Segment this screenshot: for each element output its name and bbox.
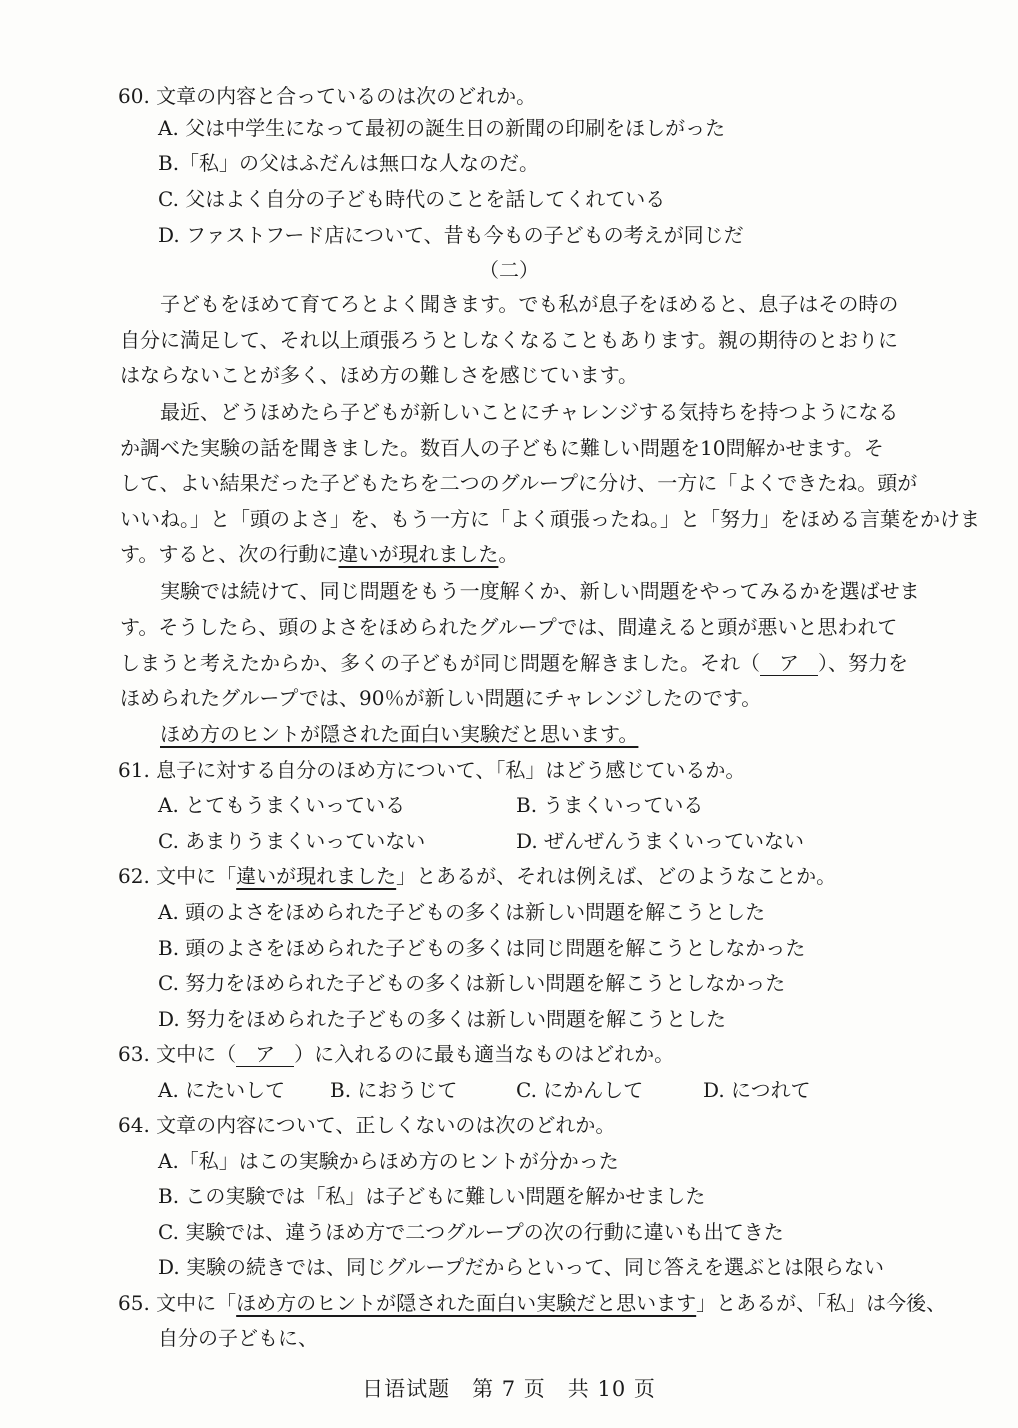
page-footer: 日语试题 第 7 页 共 10 页 [362, 1377, 656, 1401]
passage-text: ）、努力を [818, 651, 908, 675]
q64-option-b: B. この実験では「私」は子どもに難しい問題を解かせました [158, 1184, 706, 1208]
q64-option-d: D. 実験の続きでは、同じグループだからといって、同じ答えを選ぶとは限らない [158, 1255, 885, 1279]
q63-option-d: D. につれて [703, 1078, 811, 1102]
underlined-sentence: ほめ方のヒントが隠された面白い実験だと思います。 [160, 722, 639, 746]
q61-option-b: B. うまくいっている [516, 793, 704, 817]
passage-line: はならないことが多く、ほめ方の難しさを感じています。 [120, 363, 638, 387]
q63-stem-text: 63. 文中に（ [118, 1042, 237, 1066]
q65-stem-line2: 自分の子どもに、 [158, 1326, 318, 1350]
q64-option-a: A.「私」はこの実験からほめ方のヒントが分かった [158, 1149, 619, 1173]
passage-line: して、よい結果だった子どもたちを二つのグループに分け、一方に「よくできたね。頭が [120, 471, 918, 495]
q60-option-c: C. 父はよく自分の子ども時代のことを話してくれている [158, 187, 666, 211]
passage-line: 自分に満足して、それ以上頑張ろうとしなくなることもあります。親の期待のとおりに [120, 328, 898, 352]
q65-stem-text: 65. 文中に「 [118, 1291, 237, 1315]
q64-option-c: C. 実験では、違うほめ方で二つグループの次の行動に違いも出てきた [158, 1220, 784, 1244]
q65-stem [118, 1289, 946, 1317]
blank-a: ア [236, 1042, 294, 1067]
blank-a: ア [760, 651, 818, 676]
passage-text: 。 [498, 542, 519, 566]
q62-underlined: 違いが現れました [236, 864, 397, 888]
q60-option-a: A. 父は中学生になって最初の誕生日の新聞の印刷をほしがった [158, 116, 726, 140]
q63-stem [118, 1040, 674, 1068]
section-title: （二） [479, 258, 539, 282]
q61-option-d: D. ぜんぜんうまくいっていない [516, 829, 805, 853]
passage-line: 実験では続けて、同じ問題をもう一度解くか、新しい問題をやってみるかを選ばせま [160, 579, 920, 603]
q63-stem-text: ）に入れるのに最も適当なものはどれか。 [294, 1042, 675, 1066]
q61-option-c: C. あまりうまくいっていない [158, 829, 426, 853]
q61-stem: 61. 息子に対する自分のほめ方について、「私」はどう感じているか。 [118, 758, 746, 782]
q62-option-c: C. 努力をほめられた子どもの多くは新しい問題を解こうとしなかった [158, 971, 786, 995]
q62-stem-text: 62. 文中に「 [118, 864, 237, 888]
q62-stem-text: 」とあるが、それは例えば、どのようなことか。 [396, 864, 837, 888]
q63-option-b: B. におうじて [330, 1078, 458, 1102]
q60-option-b: B.「私」の父はふだんは無口な人なのだ。 [158, 151, 540, 175]
passage-text: す。すると、次の行動に [120, 542, 339, 566]
passage-text: しまうと考えたからか、多くの子どもが同じ問題を解きました。それ（ [120, 651, 760, 675]
passage-line: か調べた実験の話を聞きました。数百人の子どもに難しい問題を10問解かせます。そ [120, 436, 884, 460]
passage-line [120, 649, 940, 677]
q60-option-d: D. ファストフード店について、昔も今もの子どもの考えが同じだ [158, 223, 744, 247]
passage-line: 最近、どうほめたら子どもが新しいことにチャレンジする気持ちを持つようになる [160, 400, 899, 424]
passage-line [120, 540, 940, 568]
q63-option-c: C. にかんして [516, 1078, 644, 1102]
q61-option-a: A. とてもうまくいっている [158, 793, 406, 817]
q62-option-d: D. 努力をほめられた子どもの多くは新しい問題を解こうとした [158, 1007, 727, 1031]
passage-line [160, 720, 638, 748]
passage-line: 子どもをほめて育てろとよく聞きます。でも私が息子をほめると、息子はその時の [160, 292, 899, 316]
q62-stem [118, 862, 836, 890]
passage-line: す。そうしたら、頭のよさをほめられたグループでは、間違えると頭が悪いと思われて [120, 615, 898, 639]
q65-stem-text: 」とあるが、「私」は今後、 [696, 1291, 947, 1315]
q62-option-b: B. 頭のよさをほめられた子どもの多くは同じ問題を解こうとしなかった [158, 936, 806, 960]
q65-underlined: ほめ方のヒントが隠された面白い実験だと思います [236, 1291, 697, 1315]
q60-stem: 60. 文章の内容と合っているのは次のどれか。 [118, 84, 537, 108]
q62-option-a: A. 頭のよさをほめられた子どもの多くは新しい問題を解こうとした [158, 900, 766, 924]
passage-line: いいね。」と「頭のよさ」を、もう一方に「よく頑張ったね。」と「努力」をほめる言葉をかけま [120, 507, 980, 531]
underlined-phrase: 違いが現れました [338, 542, 499, 566]
passage-line: ほめられたグループでは、90％が新しい問題にチャレンジしたのです。 [120, 686, 762, 710]
q63-option-a: A. にたいして [158, 1078, 286, 1102]
q64-stem: 64. 文章の内容について、正しくないのは次のどれか。 [118, 1113, 616, 1137]
